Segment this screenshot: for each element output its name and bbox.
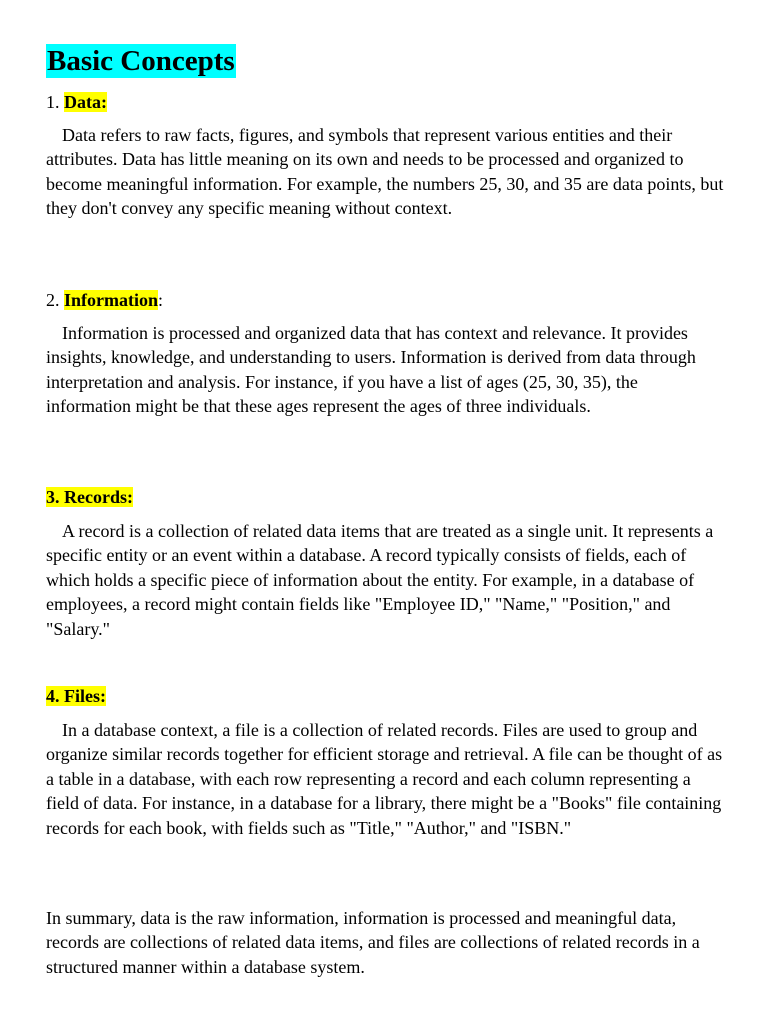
section-heading-label: 3. Records: xyxy=(46,487,133,507)
section-heading-files xyxy=(46,685,106,707)
section-body-information: Information is processed and organized data that has context and relevance. It provides insights, knowledge, and understanding to users. Information is derived from data through interpretation and analysis. For instance, if you have a list of ages (25, 30, 35), the information might be that these ages represent the ages of three individuals. xyxy=(46,323,696,417)
section-heading-label: Data: xyxy=(64,92,107,112)
section-heading-label: Information xyxy=(64,290,158,310)
section-body-data: Data refers to raw facts, figures, and symbols that represent various entities and their attributes. Data has little meaning on its own and needs to be processed and organized to become meaningful information. For example, the numbers 25, 30, and 35 are data points, but they don't convey any specific meaning without context. xyxy=(46,125,724,219)
section-heading-records xyxy=(46,486,133,508)
section-heading-suffix: : xyxy=(158,290,164,310)
section-heading-label: 4. Files: xyxy=(46,686,106,706)
section-body-records: A record is a collection of related data items that are treated as a single unit. It represents a specific entity or an event within a database. A record typically consists of fields, each of which holds a specific piece of information about the entity. For example, in a database of employees, a record might contain fields like "Employee ID," "Name," "Position," and "Salary." xyxy=(46,521,714,639)
document-title: Basic Concepts xyxy=(47,45,235,77)
section-number: 1. xyxy=(46,92,60,112)
section-heading-information xyxy=(46,289,163,311)
section-number: 2. xyxy=(46,290,60,310)
summary-paragraph: In summary, data is the raw information, information is processed and meaningful data, records are collections of related data items, and files are collections of related records in a structured manner within a database system. xyxy=(46,908,700,977)
section-heading-data xyxy=(46,91,107,113)
section-body-files: In a database context, a file is a collection of related records. Files are used to group and organize similar records together for efficient storage and retrieval. A file can be thought of as a table in a database, with each row representing a record and each column representing a field of data. For instance, in a database for a library, there might be a "Books" file containing records for each book, with fields such as "Title," "Author," and "ISBN." xyxy=(46,720,723,838)
